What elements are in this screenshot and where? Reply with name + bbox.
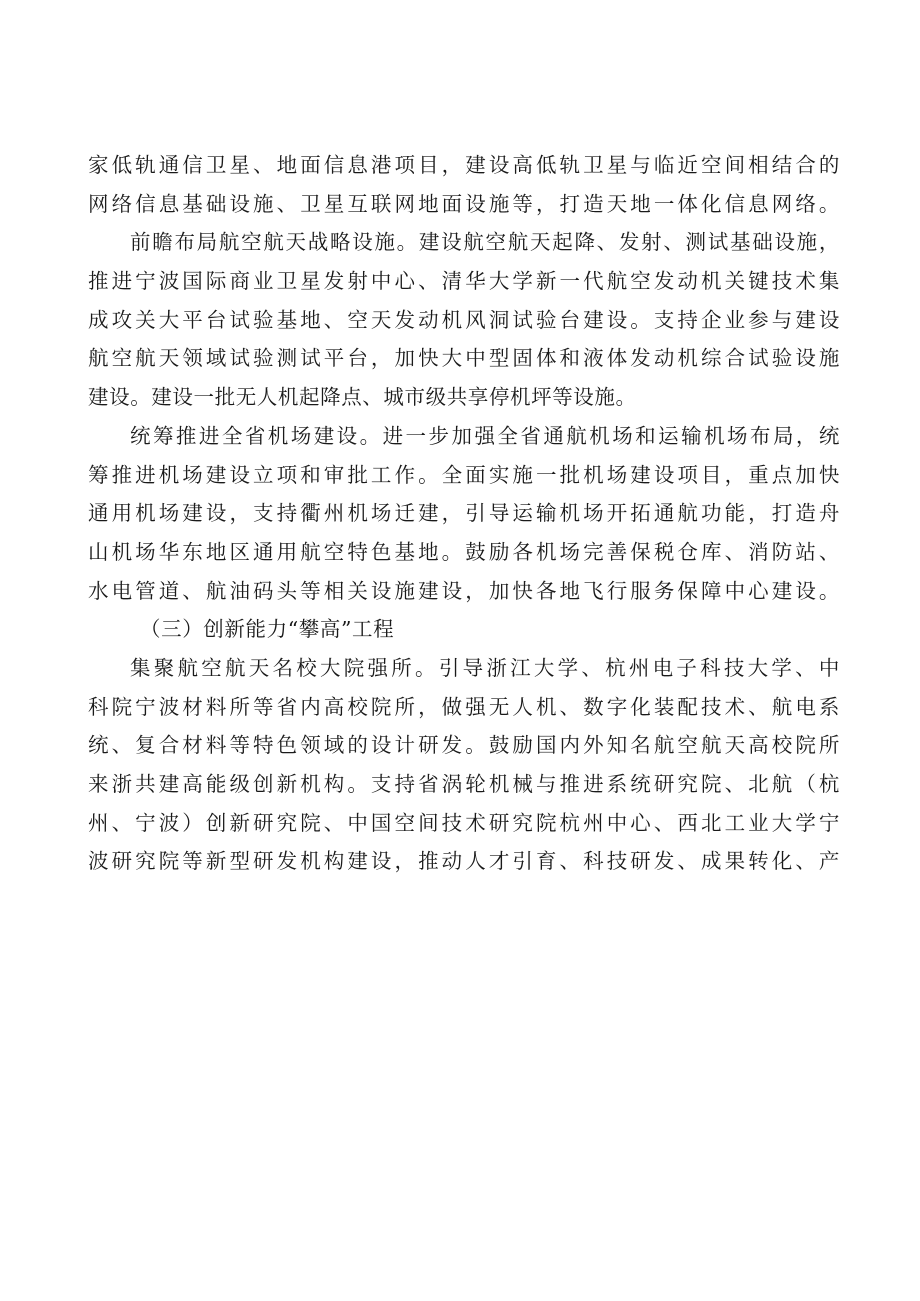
section-heading: （三）创新能力“攀高”工程 — [140, 617, 395, 642]
text-line: 成攻关大平台试验基地、空天发动机风洞试验台建设。支持企业参与建设 — [88, 307, 840, 332]
document-body — [88, 146, 840, 881]
text-line: 统筹推进全省机场建设。进一步加强全省通航机场和运输机场布局，统 — [130, 423, 840, 448]
text-line: 山机场华东地区通用航空特色基地。鼓励各机场完善保税仓库、消防站、 — [88, 539, 840, 564]
paragraph-innovation-institutes — [88, 649, 840, 881]
paragraph-satellite-network — [88, 146, 840, 223]
text-line: 科院宁波材料所等省内高校院所，做强无人机、数字化装配技术、航电系 — [88, 694, 840, 719]
text-line: 水电管道、航油码头等相关设施建设，加快各地飞行服务保障中心建设。 — [88, 578, 840, 603]
text-line: 通用机场建设，支持衢州机场迁建，引导运输机场开拓通航功能，打造舟 — [88, 501, 840, 526]
text-line: 州、宁波）创新研究院、中国空间技术研究院杭州中心、西北工业大学宁 — [88, 810, 840, 835]
text-line: 建设。建设一批无人机起降点、城市级共享停机坪等设施。 — [88, 385, 637, 410]
text-line: 波研究院等新型研发机构建设，推动人才引育、科技研发、成果转化、产 — [88, 849, 840, 874]
text-line: 网络信息基础设施、卫星互联网地面设施等，打造天地一体化信息网络。 — [88, 191, 840, 216]
text-line: 集聚航空航天名校大院强所。引导浙江大学、杭州电子科技大学、中 — [130, 655, 840, 680]
text-line: 家低轨通信卫星、地面信息港项目，建设高低轨卫星与临近空间相结合的 — [88, 153, 840, 177]
text-line: 统、复合材料等特色领域的设计研发。鼓励国内外知名航空航天高校院所 — [88, 733, 840, 758]
text-line: 推进宁波国际商业卫星发射中心、清华大学新一代航空发动机关键技术集 — [88, 269, 840, 294]
text-line: 航空航天领域试验测试平台，加快大中型固体和液体发动机综合试验设施 — [88, 346, 840, 371]
text-line: 前瞻布局航空航天战略设施。建设航空航天起降、发射、测试基础设施， — [130, 230, 840, 255]
paragraph-strategic-facilities — [88, 223, 840, 416]
text-line: 来浙共建高能级创新机构。支持省涡轮机械与推进系统研究院、北航（杭 — [88, 772, 840, 796]
text-line: 筹推进机场建设立项和审批工作。全面实施一批机场建设项目，重点加快 — [88, 462, 840, 487]
paragraph-airport-construction — [88, 417, 840, 610]
